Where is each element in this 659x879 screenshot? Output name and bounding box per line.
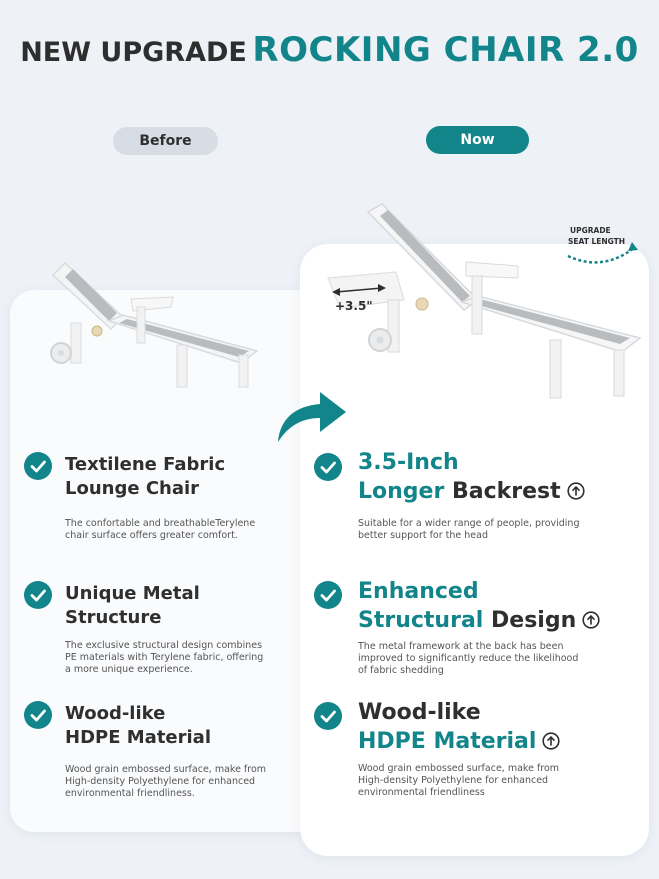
now-feature-2-desc: The metal framework at the back has been improved to significantly reduce the likelihood of fabric shedding xyxy=(358,641,579,676)
title-prefix: NEW UPGRADE xyxy=(20,37,247,68)
check-icon xyxy=(314,453,342,481)
before-feature-1-title: Textilene Fabric Lounge Chair xyxy=(65,454,226,499)
before-feature-2-desc: The exclusive structural design combines PE materials with Terylene fabric, offering a more unique experience. xyxy=(65,640,264,675)
arrow-up-icon xyxy=(567,482,585,500)
before-feature-2-title: Unique Metal Structure xyxy=(65,583,200,628)
now-label: Now xyxy=(426,126,529,154)
upgrade-arrow-icon xyxy=(272,384,350,446)
arrow-up-icon xyxy=(582,611,600,629)
badge-line1: UPGRADE xyxy=(570,226,611,235)
badge-line2: SEAT LENGTH xyxy=(568,237,626,246)
now-feature-1-title: 3.5-Inch Longer Backrest xyxy=(358,448,585,506)
now-feature-2-title: Enhanced Structural Design xyxy=(358,577,600,635)
arrow-up-icon xyxy=(542,732,560,750)
check-icon xyxy=(24,452,52,480)
before-feature-1-desc: The confortable and breathableTerylene chair surface offers greater comfort. xyxy=(65,518,256,541)
check-icon xyxy=(314,581,342,609)
dimension-label: +3.5" xyxy=(335,299,373,313)
now-feature-3-desc: Wood grain embossed surface, make from High-density Polyethylene for enhanced environmental friendliness xyxy=(358,763,560,798)
before-chair-image xyxy=(45,255,265,395)
check-icon xyxy=(314,702,342,730)
upgrade-seat-length-badge xyxy=(562,220,640,268)
before-label: Before xyxy=(113,127,218,155)
now-feature-1-desc: Suitable for a wider range of people, providing better support for the head xyxy=(358,518,580,541)
check-icon xyxy=(24,701,52,729)
title-highlight: ROCKING CHAIR 2.0 xyxy=(252,30,639,70)
before-feature-3-title: Wood-like HDPE Material xyxy=(65,703,211,748)
page-title xyxy=(0,30,659,70)
now-feature-3-title: Wood-like HDPE Material xyxy=(358,698,560,756)
check-icon xyxy=(24,581,52,609)
before-feature-3-desc: Wood grain embossed surface, make from High-density Polyethylene for enhanced environmental friendliness. xyxy=(65,764,267,799)
